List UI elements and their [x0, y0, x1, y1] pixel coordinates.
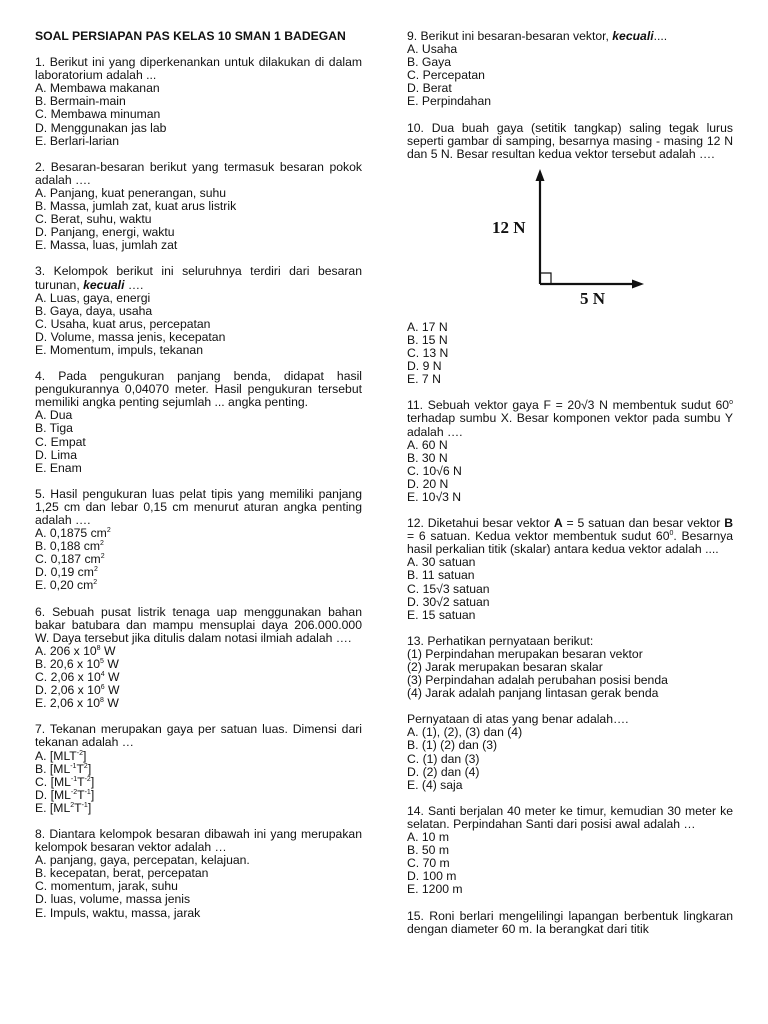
emphasis-word: kecuali — [612, 29, 654, 43]
option-a: A. panjang, gaya, percepatan, kelajuan. — [35, 853, 250, 868]
option-a: A. Luas, gaya, energi — [35, 290, 151, 305]
option-e: E. Berlari-larian — [35, 133, 119, 148]
option-a: A. 60 N — [407, 437, 448, 452]
question-stem: 8. Diantara kelompok besaran dibawah ini yang merupakan kelompok besaran vektor adalah … — [35, 826, 362, 855]
unit-exponent: 2 — [106, 527, 111, 535]
unit-exponent: 2 — [100, 540, 104, 548]
option-c: C. Usaha, kuat arus, percepatan — [35, 316, 211, 331]
label-12n: 12 N — [492, 217, 526, 237]
option-a: A. Usaha — [407, 42, 458, 57]
option-text: C. 0,187 cm — [35, 552, 101, 567]
option-b: B. $[ML^{-1}T^2]$ — [35, 761, 92, 776]
vertical-arrowhead — [536, 169, 545, 181]
question-stem: 12. Diketahui besar vektor A = 5 satuan dan besar vektor B = 6 satuan. Kedua vektor membentuk sudut $60^0$. Besarnya hasil perkalian titik (skalar) antara kedua vektor adalah .... — [407, 516, 733, 557]
question-stem: 1. Berikut ini yang diperkenankan untuk dilakukan di dalam laboratorium adalah ... — [35, 55, 362, 83]
option-e: E. $[ML^2T^{-1}]$ — [35, 800, 92, 815]
question-stem: 4. Pada pengukuran panjang benda, didapat hasil pengukurannya 0,04070 meter. Hasil pengukuran tersebut memiliki angka penting sejumlah ... angka penting. — [35, 369, 362, 410]
option-b: B. Massa, jumlah zat, kuat arus listrik — [35, 199, 237, 214]
option-a: A. 30 satuan — [407, 555, 476, 570]
option-b: B. 30 N — [407, 450, 448, 465]
option-b: B. 11 satuan — [407, 568, 475, 583]
horizontal-arrowhead — [632, 279, 644, 288]
option-c: C. Membawa minuman — [35, 107, 161, 122]
stem-end: .... — [653, 29, 668, 43]
question-14 — [407, 805, 733, 897]
question-stem: 15. Roni berlari mengelilingi lapangan berbentuk lingkaran dengan diameter 60 m. Ia berangkat dari titik — [407, 908, 733, 936]
left-column — [35, 30, 362, 920]
question-6 — [35, 606, 362, 711]
question-stem: 10. Dua buah gaya (setitik tangkap) saling tegak lurus seperti gambar di samping, besarnya masing - masing 12 N dan 5 N. Besar resultan kedua vektor tersebut adalah …. — [407, 120, 733, 161]
option-e: E. Enam — [35, 460, 82, 475]
option-a: A. Panjang, kuat penerangan, suhu — [35, 185, 227, 200]
option-c: C. Berat, suhu, waktu — [35, 212, 152, 227]
option-a: A. 206 x $10^8$ W — [35, 643, 116, 658]
question-13 — [407, 635, 733, 792]
option-b: B. 20,6 x $10^5$ W — [35, 656, 119, 671]
option-c: C. 70 m — [407, 856, 450, 871]
stem-end: …. — [124, 277, 144, 292]
statement-1: (1) Perpindahan merupakan besaran vektor — [407, 646, 643, 661]
question-2 — [35, 161, 362, 253]
label-5n: 5 N — [580, 288, 606, 308]
option-b: B. Bermain-main — [35, 94, 126, 109]
question-9 — [407, 30, 733, 109]
unit-exponent: 2 — [93, 566, 98, 574]
option-e: E. 2,06 x $10^8$ W — [35, 696, 119, 711]
question-stem: 6. Sebuah pusat listrik tenaga uap menggunakan bahan bakar batubara dan mampu mensuplai daya 206.000.000 W. Daya tersebut jika ditulis dalam notasi ilmiah adalah …. — [35, 604, 362, 645]
statement-4: (4) Jarak adalah panjang lintasan gerak benda — [407, 686, 659, 701]
option-d: D. luas, volume, massa jenis — [35, 892, 191, 907]
option-c: C. (1) dan (3) — [407, 751, 480, 766]
option-e: E. 1200 m — [407, 882, 463, 897]
page-title: SOAL PERSIAPAN PAS KELAS 10 SMAN 1 BADEGAN — [35, 29, 346, 43]
option-e: E. Impuls, waktu, massa, jarak — [35, 905, 201, 920]
question-stem: 13. Perhatikan pernyataan berikut: — [407, 633, 594, 648]
right-angle-marker — [540, 273, 551, 284]
stem-text: 9. Berikut ini besaran-besaran vektor, — [407, 29, 609, 43]
option-d: D. 20 N — [407, 476, 449, 491]
unit-exponent: 2 — [100, 553, 105, 561]
option-d: D. $[ML^{-2}T^{-1}]$ — [35, 787, 95, 802]
option-d: D. (2) dan (4) — [407, 764, 480, 779]
option-e: E. Perpindahan — [407, 94, 492, 109]
option-d: D. Volume, massa jenis, kecepatan — [35, 329, 226, 344]
question-11 — [407, 399, 733, 504]
question-stem — [35, 265, 362, 291]
question-stem: 14. Santi berjalan 40 meter ke timur, kemudian 30 meter ke selatan. Perpindahan Santi dari posisi awal adalah … — [407, 803, 733, 831]
vector-diagram-svg — [407, 161, 733, 321]
option-text: A. 0,1875 cm — [35, 526, 107, 541]
question-stem: 7. Tekanan merupakan gaya per satuan luas. Dimensi dari tekanan adalah … — [35, 722, 362, 750]
question-10 — [407, 122, 733, 387]
option-d: D. 30√2 satuan — [407, 594, 490, 609]
question-stem: 5. Hasil pengukuran luas pelat tipis yang memiliki panjang 1,25 cm dan lebar 0,15 cm menurut aturan angka penting adalah …. — [35, 486, 362, 527]
option-d: D. Berat — [407, 81, 452, 96]
question-prompt: Pernyataan di atas yang benar adalah…. — [407, 712, 629, 727]
option-e: E. Massa, luas, jumlah zat — [35, 238, 178, 253]
option-e: E. Momentum, impuls, tekanan — [35, 342, 203, 357]
option-d: D. Panjang, energi, waktu — [35, 225, 175, 240]
question-3 — [35, 265, 362, 357]
option-c: C. 15√3 satuan — [407, 581, 490, 596]
option-b: B. kecepatan, berat, percepatan — [35, 866, 209, 881]
option-a: A. 10 m — [407, 830, 449, 845]
statement-2: (2) Jarak merupakan besaran skalar — [407, 660, 603, 674]
option-d: D. 9 N — [407, 359, 442, 374]
question-12 — [407, 517, 733, 622]
question-4 — [35, 370, 362, 475]
option-a: A. (1), (2), (3) dan (4) — [407, 725, 523, 740]
option-b: B. 50 m — [407, 843, 449, 858]
stem-text: 3. Kelompok berikut ini seluruhnya terdiri dari besaran turunan, — [35, 264, 362, 292]
option-a: A. $[MLT^{-2}]$ — [35, 748, 87, 763]
option-e — [35, 579, 362, 592]
unit-exponent: 2 — [93, 579, 98, 587]
option-d: D. Lima — [35, 447, 77, 462]
option-a: A. 17 N — [407, 319, 448, 334]
question-stem: 11. Sebuah vektor gaya F = 20√3 N membentuk sudut 60$^o$ terhadap sumbu X. Besar komponen vektor pada sumbu Y adalah …. — [407, 398, 733, 439]
option-c: C. Empat — [35, 434, 86, 449]
option-c: C. Percepatan — [407, 68, 485, 83]
option-text: D. 0,19 cm — [35, 565, 94, 580]
option-a: A. Membawa makanan — [35, 81, 160, 96]
option-b: B. 15 N — [407, 332, 448, 347]
option-c: C. $[ML^{-1}T^{-2}]$ — [35, 774, 95, 789]
emphasis-word: kecuali — [83, 277, 125, 292]
option-b: B. Gaya — [407, 55, 452, 70]
statement-3: (3) Perpindahan adalah perubahan posisi benda — [407, 673, 668, 688]
option-e: E. 10√3 N — [407, 489, 462, 504]
option-text: B. 0,188 cm — [35, 539, 101, 554]
vector-diagram — [407, 161, 733, 321]
option-text: E. 0,20 cm — [35, 578, 94, 593]
question-stem: 2. Besaran-besaran berikut yang termasuk besaran pokok adalah …. — [35, 159, 362, 187]
option-b: B. Gaya, daya, usaha — [35, 303, 153, 318]
option-c: C. momentum, jarak, suhu — [35, 879, 178, 894]
option-c: C. 2,06 x $10^4$ W — [35, 670, 120, 685]
question-5 — [35, 488, 362, 593]
option-e: E. 7 N — [407, 372, 441, 387]
question-1 — [35, 56, 362, 148]
option-d: D. Menggunakan jas lab — [35, 120, 167, 135]
option-b: B. (1) (2) dan (3) — [407, 738, 498, 753]
question-7 — [35, 723, 362, 815]
option-e: E. 15 satuan — [407, 607, 476, 622]
option-c: C. 13 N — [407, 346, 449, 361]
option-b: B. Tiga — [35, 421, 73, 436]
right-column — [407, 30, 733, 936]
option-d: D. 100 m — [407, 869, 457, 884]
option-e: E. (4) saja — [407, 777, 463, 792]
option-a: A. Dua — [35, 408, 73, 423]
option-d: D. 2,06 x $10^6$ W — [35, 683, 120, 698]
question-15 — [407, 910, 733, 936]
option-c: C. 10√6 N — [407, 463, 462, 478]
question-8 — [35, 828, 362, 920]
